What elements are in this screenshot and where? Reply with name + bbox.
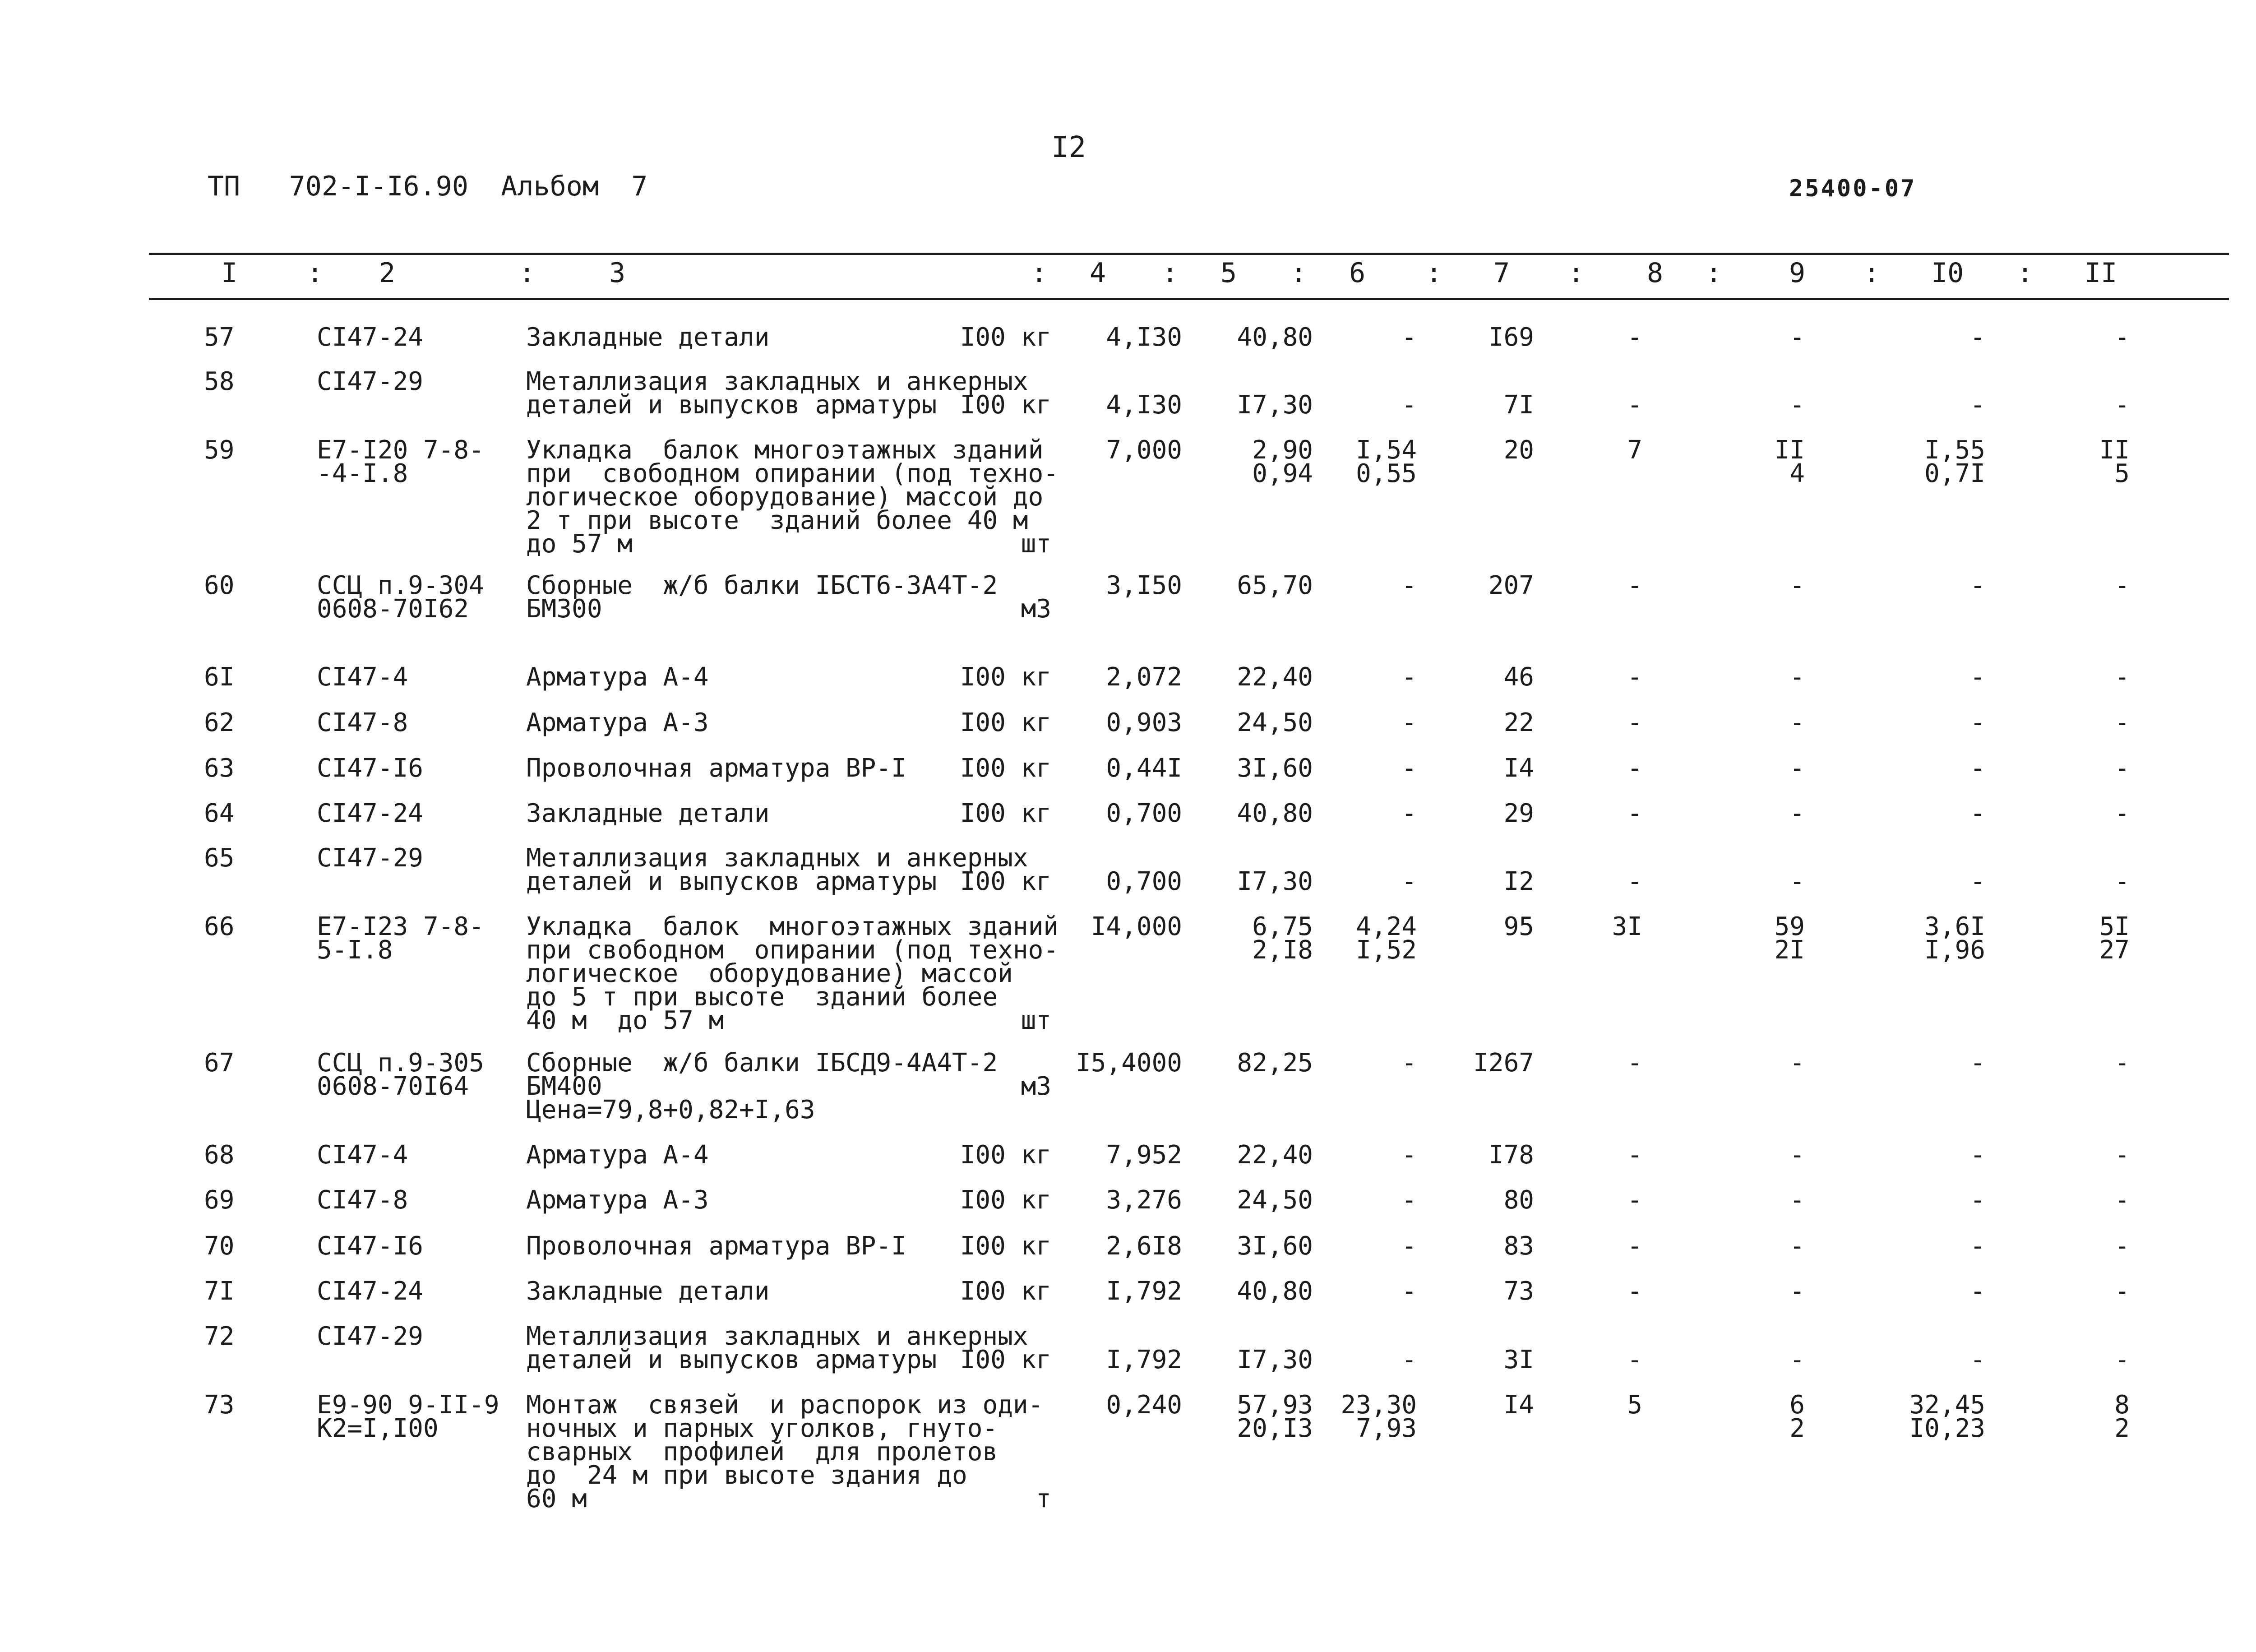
machine-cost: -	[1789, 1048, 1805, 1078]
work-description: Проволочная арматура ВР-I	[526, 1231, 906, 1261]
total-cost: 83	[1503, 1231, 1534, 1261]
wage-component: 4,24 I,52	[1356, 912, 1417, 965]
wage-total: -	[1627, 1277, 1642, 1306]
col-header-7: 7	[1493, 257, 1510, 289]
labour-per-unit: -	[1970, 571, 1985, 600]
unit-of-measure: м3	[1021, 594, 1051, 624]
wage-total: 3I	[1612, 912, 1642, 941]
labour-total: -	[2114, 1048, 2130, 1078]
unit-of-measure: I00 кг	[960, 867, 1051, 896]
work-description: Арматура А-3	[526, 708, 709, 737]
labour-per-unit: -	[1970, 662, 1985, 692]
unit-of-measure: I00 кг	[960, 323, 1051, 352]
total-cost: 7I	[1503, 390, 1534, 420]
unit-of-measure: I00 кг	[960, 754, 1051, 783]
unit-of-measure: I00 кг	[960, 1277, 1051, 1306]
labour-total: -	[2114, 571, 2130, 600]
wage-component: -	[1401, 1140, 1417, 1170]
total-cost: 73	[1503, 1277, 1534, 1306]
machine-cost: -	[1789, 754, 1805, 783]
total-cost: 80	[1503, 1185, 1534, 1215]
unit-price: 65,70	[1237, 571, 1313, 600]
norm-code: СI47-29	[317, 843, 424, 873]
work-description: Проволочная арматура ВР-I	[526, 754, 906, 783]
quantity: I5,4000	[1075, 1048, 1182, 1078]
wage-component: -	[1401, 1277, 1417, 1306]
labour-per-unit: -	[1970, 1185, 1985, 1215]
labour-total: -	[2114, 754, 2130, 783]
machine-cost: -	[1789, 1345, 1805, 1374]
wage-total: -	[1627, 323, 1642, 352]
labour-total: -	[2114, 708, 2130, 737]
total-cost: 207	[1488, 571, 1534, 600]
col-header-4: 4	[1090, 257, 1106, 289]
norm-code: СI47-29	[317, 1322, 424, 1351]
quantity: 4,I30	[1106, 390, 1182, 420]
total-cost: I2	[1503, 867, 1534, 896]
quantity: I,792	[1106, 1277, 1182, 1306]
work-description: Закладные детали	[526, 1277, 770, 1306]
unit-price: I7,30	[1237, 390, 1313, 420]
col-separator: :	[1863, 257, 1880, 289]
unit-of-measure: I00 кг	[960, 390, 1051, 420]
wage-component: -	[1401, 708, 1417, 737]
work-description: Сборные ж/б балки IБСТ6-3А4Т-2 БМ300	[526, 571, 998, 624]
wage-component: -	[1401, 754, 1417, 783]
labour-per-unit: 3,6I I,96	[1924, 912, 1985, 965]
col-header-10: I0	[1931, 257, 1964, 289]
row-number: 57	[204, 323, 235, 352]
wage-component: -	[1401, 1048, 1417, 1078]
norm-code: СI47-4	[317, 662, 408, 692]
col-header-9: 9	[1789, 257, 1806, 289]
work-description: Металлизация закладных и анкерных деталей и выпусков арматуры	[526, 367, 1028, 420]
labour-per-unit: -	[1970, 1277, 1985, 1306]
quantity: 7,000	[1106, 435, 1182, 465]
norm-code: Е7-I23 7-8- 5-I.8	[317, 912, 484, 965]
col-header-11: II	[2085, 257, 2117, 289]
wage-component: I,54 0,55	[1356, 435, 1417, 488]
unit-of-measure: I00 кг	[960, 708, 1051, 737]
machine-cost: -	[1789, 1185, 1805, 1215]
quantity: 0,700	[1106, 799, 1182, 828]
labour-per-unit: 32,45 I0,23	[1909, 1390, 1985, 1443]
norm-code: ССЦ п.9-304 0608-70I62	[317, 571, 484, 624]
wage-component: -	[1401, 571, 1417, 600]
labour-total: -	[2114, 1140, 2130, 1170]
unit-price: 24,50	[1237, 708, 1313, 737]
labour-per-unit: -	[1970, 323, 1985, 352]
row-number: 59	[204, 435, 235, 465]
col-header-6: 6	[1349, 257, 1366, 289]
norm-code: СI47-8	[317, 1185, 408, 1215]
machine-cost: -	[1789, 662, 1805, 692]
wage-total: 5	[1627, 1390, 1642, 1420]
wage-total: -	[1627, 754, 1642, 783]
unit-of-measure: I00 кг	[960, 1345, 1051, 1374]
norm-code: СI47-4	[317, 1140, 408, 1170]
row-number: 69	[204, 1185, 235, 1215]
quantity: I4,000	[1091, 912, 1182, 941]
labour-per-unit: -	[1970, 754, 1985, 783]
work-description: Закладные детали	[526, 323, 770, 352]
col-header-8: 8	[1647, 257, 1664, 289]
unit-price: I7,30	[1237, 867, 1313, 896]
labour-total: -	[2114, 867, 2130, 896]
col-separator: :	[307, 257, 324, 289]
machine-cost: -	[1789, 799, 1805, 828]
unit-of-measure: I00 кг	[960, 799, 1051, 828]
quantity: I,792	[1106, 1345, 1182, 1374]
unit-price: 40,80	[1237, 323, 1313, 352]
norm-code: СI47-24	[317, 323, 424, 352]
col-separator: :	[1162, 257, 1179, 289]
col-separator: :	[1031, 257, 1048, 289]
norm-code: СI47-8	[317, 708, 408, 737]
labour-per-unit: -	[1970, 799, 1985, 828]
quantity: 7,952	[1106, 1140, 1182, 1170]
unit-of-measure: шт	[1021, 1006, 1051, 1035]
machine-cost: 6 2	[1789, 1390, 1805, 1443]
unit-price: 40,80	[1237, 1277, 1313, 1306]
unit-of-measure: т	[1036, 1484, 1051, 1513]
labour-per-unit: -	[1970, 390, 1985, 420]
machine-cost: -	[1789, 1140, 1805, 1170]
total-cost: 20	[1503, 435, 1534, 465]
col-header-1: I	[221, 257, 238, 289]
work-description: Металлизация закладных и анкерных деталей и выпусков арматуры	[526, 843, 1028, 896]
wage-total: -	[1627, 708, 1642, 737]
wage-total: -	[1627, 1231, 1642, 1261]
work-description: Укладка балок многоэтажных зданий при свободном опирании (под техно- логическое оборудование) массой до 2 т при высоте зданий более 40 м до 57 м	[526, 435, 1059, 559]
wage-total: -	[1627, 799, 1642, 828]
wage-total: -	[1627, 1345, 1642, 1374]
machine-cost: -	[1789, 1277, 1805, 1306]
quantity: 3,I50	[1106, 571, 1182, 600]
total-cost: I4	[1503, 1390, 1534, 1420]
wage-total: -	[1627, 662, 1642, 692]
row-number: 67	[204, 1048, 235, 1078]
unit-price: 22,40	[1237, 662, 1313, 692]
wage-total: -	[1627, 1185, 1642, 1215]
col-header-5: 5	[1220, 257, 1237, 289]
wage-component: 23,30 7,93	[1341, 1390, 1417, 1443]
work-description: Арматура А-3	[526, 1185, 709, 1215]
quantity: 0,240	[1106, 1390, 1182, 1420]
labour-per-unit: -	[1970, 1048, 1985, 1078]
wage-component: -	[1401, 390, 1417, 420]
labour-total: -	[2114, 1345, 2130, 1374]
wage-total: -	[1627, 571, 1642, 600]
col-separator: :	[1568, 257, 1585, 289]
machine-cost: II 4	[1774, 435, 1805, 488]
row-number: 65	[204, 843, 235, 873]
wage-component: -	[1401, 1185, 1417, 1215]
page-number: I2	[1051, 131, 1086, 164]
machine-cost: -	[1789, 390, 1805, 420]
total-cost: 22	[1503, 708, 1534, 737]
total-cost: 95	[1503, 912, 1534, 941]
wage-component: -	[1401, 1345, 1417, 1374]
norm-code: СI47-24	[317, 799, 424, 828]
norm-code: СI47-29	[317, 367, 424, 396]
machine-cost: -	[1789, 867, 1805, 896]
labour-total: II 5	[2099, 435, 2130, 488]
unit-price: 24,50	[1237, 1185, 1313, 1215]
unit-of-measure: I00 кг	[960, 662, 1051, 692]
wage-component: -	[1401, 1231, 1417, 1261]
total-cost: I267	[1473, 1048, 1534, 1078]
row-number: 63	[204, 754, 235, 783]
wage-component: -	[1401, 323, 1417, 352]
row-number: 64	[204, 799, 235, 828]
labour-total: 8 2	[2114, 1390, 2130, 1443]
wage-component: -	[1401, 662, 1417, 692]
unit-price: 82,25	[1237, 1048, 1313, 1078]
labour-total: -	[2114, 1277, 2130, 1306]
labour-total: -	[2114, 1231, 2130, 1261]
total-cost: 29	[1503, 799, 1534, 828]
quantity: 0,903	[1106, 708, 1182, 737]
norm-code: СI47-I6	[317, 754, 424, 783]
quantity: 2,6I8	[1106, 1231, 1182, 1261]
norm-code: СI47-I6	[317, 1231, 424, 1261]
col-header-2: 2	[379, 257, 396, 289]
quantity: 0,700	[1106, 867, 1182, 896]
labour-per-unit: I,55 0,7I	[1924, 435, 1985, 488]
work-description: Закладные детали	[526, 799, 770, 828]
unit-price: 22,40	[1237, 1140, 1313, 1170]
machine-cost: -	[1789, 1231, 1805, 1261]
work-description: Металлизация закладных и анкерных деталей и выпусков арматуры	[526, 1322, 1028, 1374]
labour-total: -	[2114, 323, 2130, 352]
row-number: 66	[204, 912, 235, 941]
col-separator: :	[1706, 257, 1722, 289]
row-number: 60	[204, 571, 235, 600]
col-separator: :	[2017, 257, 2034, 289]
quantity: 3,276	[1106, 1185, 1182, 1215]
labour-per-unit: -	[1970, 1140, 1985, 1170]
norm-code: Е9-90 9-II-9 К2=I,I00	[317, 1390, 499, 1443]
row-number: 73	[204, 1390, 235, 1420]
unit-of-measure: I00 кг	[960, 1140, 1051, 1170]
row-number: 62	[204, 708, 235, 737]
labour-total: -	[2114, 799, 2130, 828]
wage-total: -	[1627, 1048, 1642, 1078]
unit-price: 57,93 20,I3	[1237, 1390, 1313, 1443]
labour-per-unit: -	[1970, 867, 1985, 896]
row-number: 70	[204, 1231, 235, 1261]
work-description: Сборные ж/б балки IБСД9-4А4Т-2 БМ400 Цена=79,8+0,82+I,63	[526, 1048, 998, 1124]
labour-per-unit: -	[1970, 1345, 1985, 1374]
wage-component: -	[1401, 867, 1417, 896]
labour-per-unit: -	[1970, 1231, 1985, 1261]
total-cost: I69	[1488, 323, 1534, 352]
document-title: ТП 702-I-I6.90 Альбом 7	[208, 171, 648, 202]
unit-price: 3I,60	[1237, 1231, 1313, 1261]
labour-total: 5I 27	[2099, 912, 2130, 965]
machine-cost: -	[1789, 708, 1805, 737]
unit-price: 2,90 0,94	[1252, 435, 1313, 488]
wage-component: -	[1401, 799, 1417, 828]
col-separator: :	[1426, 257, 1442, 289]
unit-price: 3I,60	[1237, 754, 1313, 783]
machine-cost: 59 2I	[1774, 912, 1805, 965]
col-separator: :	[1290, 257, 1307, 289]
unit-price: 40,80	[1237, 799, 1313, 828]
archive-stamp: 25400-07	[1789, 175, 1917, 202]
norm-code: СI47-24	[317, 1277, 424, 1306]
unit-price: I7,30	[1237, 1345, 1313, 1374]
quantity: 0,44I	[1106, 754, 1182, 783]
row-number: 58	[204, 367, 235, 396]
col-separator: :	[519, 257, 536, 289]
machine-cost: -	[1789, 323, 1805, 352]
unit-price: 6,75 2,I8	[1252, 912, 1313, 965]
wage-total: 7	[1627, 435, 1642, 465]
total-cost: I78	[1488, 1140, 1534, 1170]
work-description: Арматура А-4	[526, 1140, 709, 1170]
machine-cost: -	[1789, 571, 1805, 600]
quantity: 4,I30	[1106, 323, 1182, 352]
labour-per-unit: -	[1970, 708, 1985, 737]
norm-code: Е7-I20 7-8- -4-I.8	[317, 435, 484, 488]
quantity: 2,072	[1106, 662, 1182, 692]
total-cost: 3I	[1503, 1345, 1534, 1374]
row-number: 7I	[204, 1277, 235, 1306]
labour-total: -	[2114, 662, 2130, 692]
col-header-3: 3	[609, 257, 626, 289]
unit-of-measure: м3	[1021, 1072, 1051, 1101]
total-cost: 46	[1503, 662, 1534, 692]
total-cost: I4	[1503, 754, 1534, 783]
work-description: Монтаж связей и распорок из оди- ночных и парных уголков, гнуто- сварных профилей для пролетов до 24 м при высоте здания до 60 м	[526, 1390, 1044, 1513]
labour-total: -	[2114, 1185, 2130, 1215]
row-number: 72	[204, 1322, 235, 1351]
labour-total: -	[2114, 390, 2130, 420]
unit-of-measure: I00 кг	[960, 1185, 1051, 1215]
wage-total: -	[1627, 1140, 1642, 1170]
row-number: 6I	[204, 662, 235, 692]
row-number: 68	[204, 1140, 235, 1170]
work-description: Арматура А-4	[526, 662, 709, 692]
wage-total: -	[1627, 867, 1642, 896]
work-description: Укладка балок многоэтажных зданий при свободном опирании (под техно- логическое оборудование) массой до 5 т при высоте зданий более 40 м до 57 м	[526, 912, 1059, 1035]
norm-code: ССЦ п.9-305 0608-70I64	[317, 1048, 484, 1101]
wage-total: -	[1627, 390, 1642, 420]
unit-of-measure: шт	[1021, 529, 1051, 559]
unit-of-measure: I00 кг	[960, 1231, 1051, 1261]
